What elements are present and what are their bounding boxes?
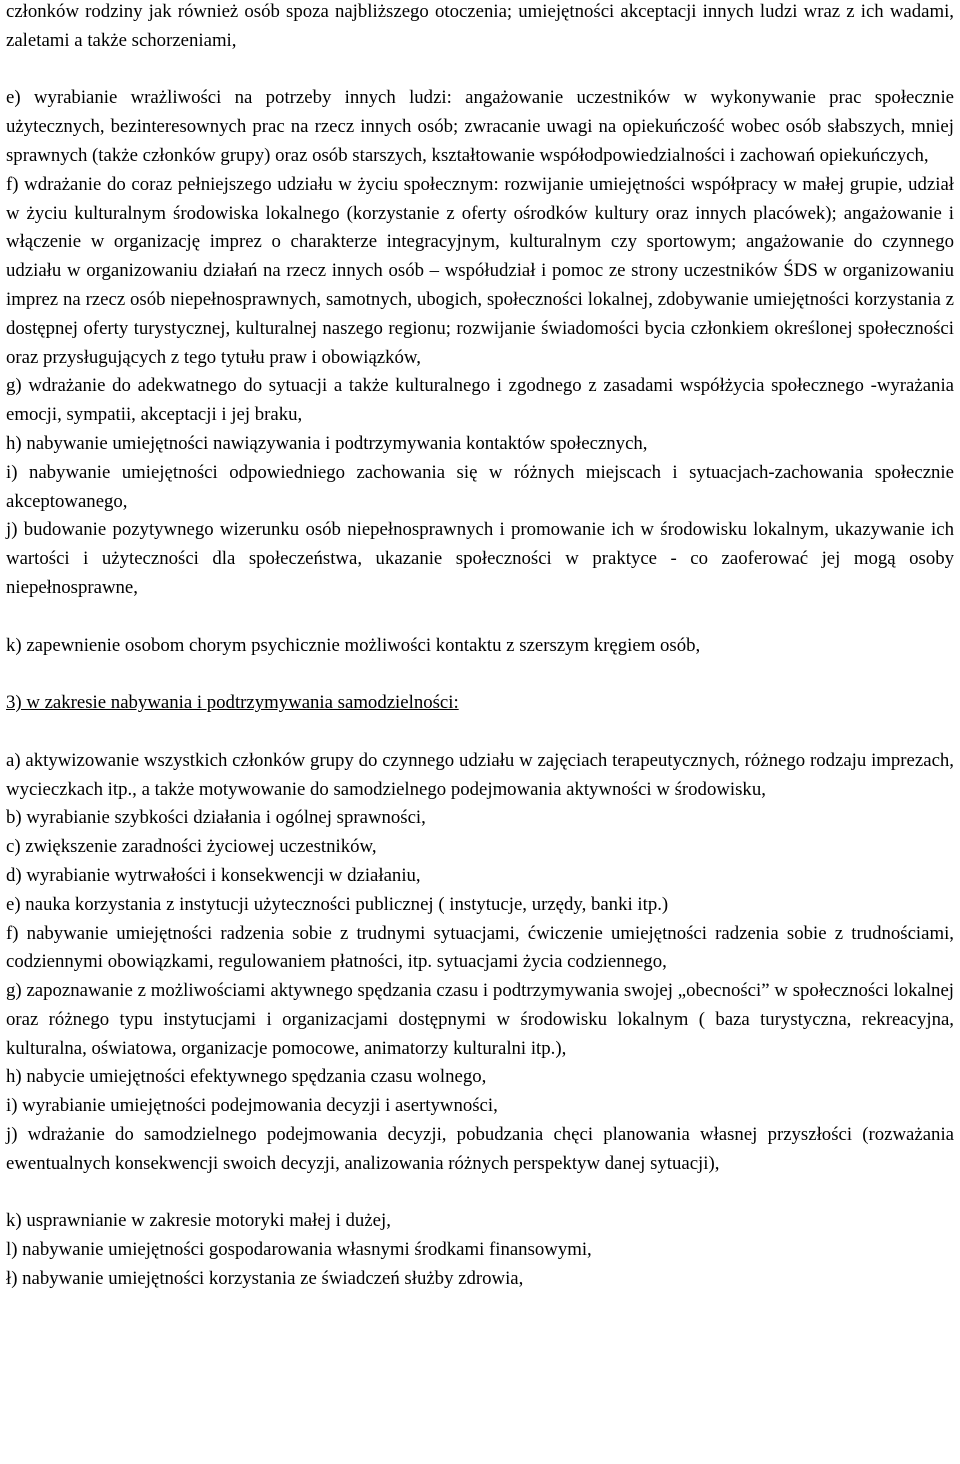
spacer xyxy=(6,1179,954,1208)
list-item-k: k) zapewnienie osobom chorym psychicznie możliwości kontaktu z szerszym kręgiem osób, xyxy=(6,634,701,656)
spacer xyxy=(6,603,954,632)
list-item-i: i) nabywanie umiejętności odpowiedniego zachowania się w różnych miejscach i sytuacjach-zachowania społecznie akceptowanego, xyxy=(6,461,954,512)
list-item-g: g) wdrażanie do adekwatnego do sytuacji a także kulturalnego i zgodnego z zasadami współżycia społecznego -wyrażania emocji, sympatii, akceptacji i jej braku, xyxy=(6,375,954,426)
section3-item-k: k) usprawnianie w zakresie motoryki małej i dużej, xyxy=(6,1210,391,1232)
section3-item-d: d) wyrabianie wytrwałości i konsekwencji w działaniu, xyxy=(6,864,421,886)
list-item-e: e) wyrabianie wrażliwości na potrzeby innych ludzi: angażowanie uczestników w wykonywanie prac społecznie użytecznych, bezinteresownych prac na rzecz innych osób; zwracanie uwagi na opiekuńczość wobec osób słabszych, mniej sprawnych (także członków grupy) oraz osób starszych, kształtowanie współodpowiedzialności i zachowań opiekuńczych, xyxy=(6,87,954,166)
section3-item-j: j) wdrażanie do samodzielnego podejmowania decyzji, pobudzania chęci planowania własnej przyszłości (rozważania ewentualnych konsekwencji swoich decyzji, analizowania różnych perspektyw danej sytuacji), xyxy=(6,1124,954,1174)
list-item-j: j) budowanie pozytywnego wizerunku osób niepełnosprawnych i promowanie ich w środowisku lokalnym, ukazywanie ich wartości i użyteczności dla społeczeństwa, ukazanie społeczności w praktyce - co zaoferować jej mogą osoby niepełnosprawne, xyxy=(6,519,954,598)
section3-item-h: h) nabycie umiejętności efektywnego spędzania czasu wolnego, xyxy=(6,1066,487,1088)
section3-item-a: a) aktywizowanie wszystkich członków grupy do czynnego udziału w zajęciach terapeutycznych, różnego rodzaju imprezach, wycieczkach itp., a także motywowanie do samodzielnego podejmowania aktywności w środowisku, xyxy=(6,749,954,800)
section3-item-f: f) nabywanie umiejętności radzenia sobie z trudnymi sytuacjami, ćwiczenie umiejętności radzenia sobie z trudnościami, codziennymi obowiązkami, regulowaniem płatności, itp. sytuacjami życia codziennego, xyxy=(6,922,954,973)
spacer xyxy=(6,56,954,85)
list-item-f: f) wdrażanie do coraz pełniejszego udziału w życiu społecznym: rozwijanie umiejętności współpracy w małej grupie, udział w życiu kulturalnym środowiska lokalnego (korzystanie z oferty ośrodków kultury oraz innych placówek); angażowanie i włączenie w organizację imprez o charakterze integracyjnym, kulturalnym czy sportowym; angażowanie do czynnego udziału w organizowaniu działań na rzecz innych osób – współudział i pomoc ze strony uczestników ŚDS w organizowaniu imprez na rzecz osób niepełnosprawnych, samotnych, ubogich, społeczności lokalnej, zdobywanie umiejętności korzystania z dostępnej oferty turystycznej, kulturalnej naszego regionu; rozwijanie świadomości bycia członkiem określonej społeczności oraz przysługujących z tego tytułu praw i obowiązków, xyxy=(6,173,954,368)
spacer xyxy=(6,660,954,689)
section-heading-3: 3) w zakresie nabywania i podtrzymywania samodzielności: xyxy=(6,692,459,714)
list-item-h: h) nabywanie umiejętności nawiązywania i podtrzymywania kontaktów społecznych, xyxy=(6,432,648,454)
paragraph-continuation: członków rodziny jak również osób spoza najbliższego otoczenia; umiejętności akceptacji innych ludzi wraz z ich wadami, zaletami a także schorzeniami, xyxy=(6,1,954,51)
section3-item-i: i) wyrabianie umiejętności podejmowania decyzji i asertywności, xyxy=(6,1095,498,1117)
section3-item-l: l) nabywanie umiejętności gospodarowania własnymi środkami finansowymi, xyxy=(6,1239,592,1261)
section3-item-e: e) nauka korzystania z instytucji użyteczności publicznej ( instytucje, urzędy, banki itp.) xyxy=(6,893,669,915)
section3-item-g: g) zapoznawanie z możliwościami aktywnego spędzania czasu i podtrzymywania swojej „obecności” w społeczności lokalnej oraz różnego typu instytucjami i organizacjami dostępnymi w środowisku lokalnym ( baza turystyczna, rekreacyjna, kulturalna, oświatowa, organizacje pomocowe, animatorzy kulturalni itp.), xyxy=(6,980,954,1059)
section3-item-l-stroke: ł) nabywanie umiejętności korzystania ze świadczeń służby zdrowia, xyxy=(6,1268,524,1290)
section3-item-b: b) wyrabianie szybkości działania i ogólnej sprawności, xyxy=(6,807,426,829)
spacer xyxy=(6,718,954,747)
section3-item-c: c) zwiększenie zaradności życiowej uczestników, xyxy=(6,836,377,858)
